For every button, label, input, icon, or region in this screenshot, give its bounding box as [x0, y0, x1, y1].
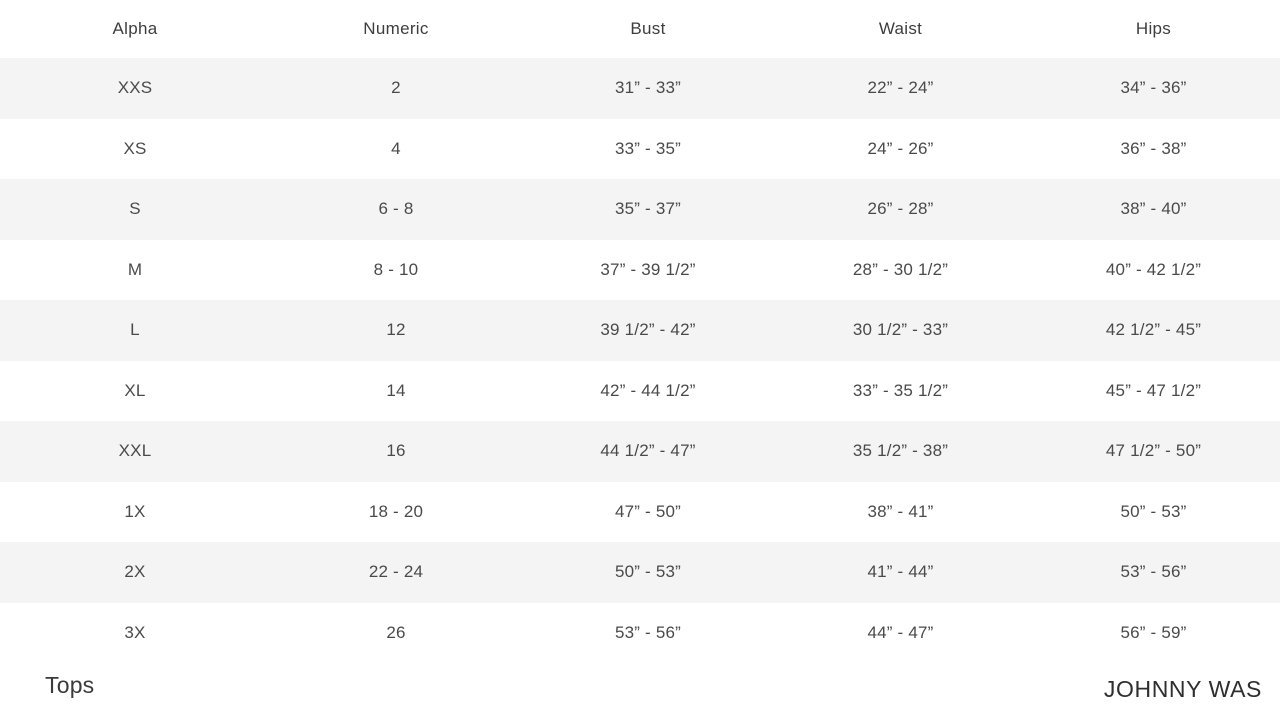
cell-numeric: 18 - 20 [270, 482, 522, 543]
cell-alpha: S [0, 179, 270, 240]
table-row [0, 542, 1280, 603]
cell-alpha: 3X [0, 603, 270, 664]
cell-alpha: 1X [0, 482, 270, 543]
cell-waist: 26” - 28” [774, 179, 1027, 240]
cell-numeric: 16 [270, 421, 522, 482]
cell-numeric: 6 - 8 [270, 179, 522, 240]
column-header-numeric: Numeric [363, 19, 429, 38]
table-row [0, 421, 1280, 482]
brand-logo: JOHNNY WAS [1103, 676, 1262, 702]
cell-bust: 31” - 33” [522, 58, 774, 119]
cell-bust: 39 1/2” - 42” [522, 300, 774, 361]
cell-alpha: XXL [0, 421, 270, 482]
cell-alpha: 2X [0, 542, 270, 603]
cell-bust: 35” - 37” [522, 179, 774, 240]
table-body [0, 58, 1280, 663]
column-header-waist: Waist [878, 19, 923, 38]
table-row [0, 179, 1280, 240]
cell-waist: 44” - 47” [774, 603, 1027, 664]
cell-hips: 40” - 42 1/2” [1027, 240, 1280, 301]
table-row [0, 603, 1280, 664]
table-row [0, 300, 1280, 361]
cell-waist: 30 1/2” - 33” [774, 300, 1027, 361]
cell-waist: 24” - 26” [774, 119, 1027, 180]
cell-waist: 28” - 30 1/2” [774, 240, 1027, 301]
column-header-alpha: Alpha [112, 19, 158, 38]
cell-alpha: XXS [0, 58, 270, 119]
cell-waist: 41” - 44” [774, 542, 1027, 603]
cell-bust: 44 1/2” - 47” [522, 421, 774, 482]
cell-bust: 47” - 50” [522, 482, 774, 543]
table-row [0, 240, 1280, 301]
cell-numeric: 2 [270, 58, 522, 119]
cell-hips: 45” - 47 1/2” [1027, 361, 1280, 422]
cell-bust: 53” - 56” [522, 603, 774, 664]
cell-waist: 35 1/2” - 38” [774, 421, 1027, 482]
cell-hips: 50” - 53” [1027, 482, 1280, 543]
cell-hips: 34” - 36” [1027, 58, 1280, 119]
cell-hips: 53” - 56” [1027, 542, 1280, 603]
table-row [0, 58, 1280, 119]
cell-alpha: XL [0, 361, 270, 422]
cell-hips: 42 1/2” - 45” [1027, 300, 1280, 361]
cell-alpha: L [0, 300, 270, 361]
column-header-bust: Bust [630, 19, 666, 38]
table-row [0, 119, 1280, 180]
column-header-hips: Hips [1135, 19, 1172, 38]
footer [0, 662, 1280, 720]
cell-numeric: 22 - 24 [270, 542, 522, 603]
table-row [0, 482, 1280, 543]
table-row [0, 361, 1280, 422]
cell-alpha: M [0, 240, 270, 301]
cell-numeric: 26 [270, 603, 522, 664]
cell-alpha: XS [0, 119, 270, 180]
cell-hips: 36” - 38” [1027, 119, 1280, 180]
cell-hips: 47 1/2” - 50” [1027, 421, 1280, 482]
cell-waist: 38” - 41” [774, 482, 1027, 543]
cell-bust: 42” - 44 1/2” [522, 361, 774, 422]
cell-numeric: 14 [270, 361, 522, 422]
cell-waist: 33” - 35 1/2” [774, 361, 1027, 422]
category-title: Tops [45, 672, 95, 698]
table-header-row [0, 0, 1280, 58]
cell-hips: 38” - 40” [1027, 179, 1280, 240]
cell-numeric: 8 - 10 [270, 240, 522, 301]
cell-bust: 50” - 53” [522, 542, 774, 603]
cell-numeric: 4 [270, 119, 522, 180]
cell-numeric: 12 [270, 300, 522, 361]
cell-waist: 22” - 24” [774, 58, 1027, 119]
cell-bust: 33” - 35” [522, 119, 774, 180]
table-header [0, 0, 1280, 58]
cell-bust: 37” - 39 1/2” [522, 240, 774, 301]
cell-hips: 56” - 59” [1027, 603, 1280, 664]
